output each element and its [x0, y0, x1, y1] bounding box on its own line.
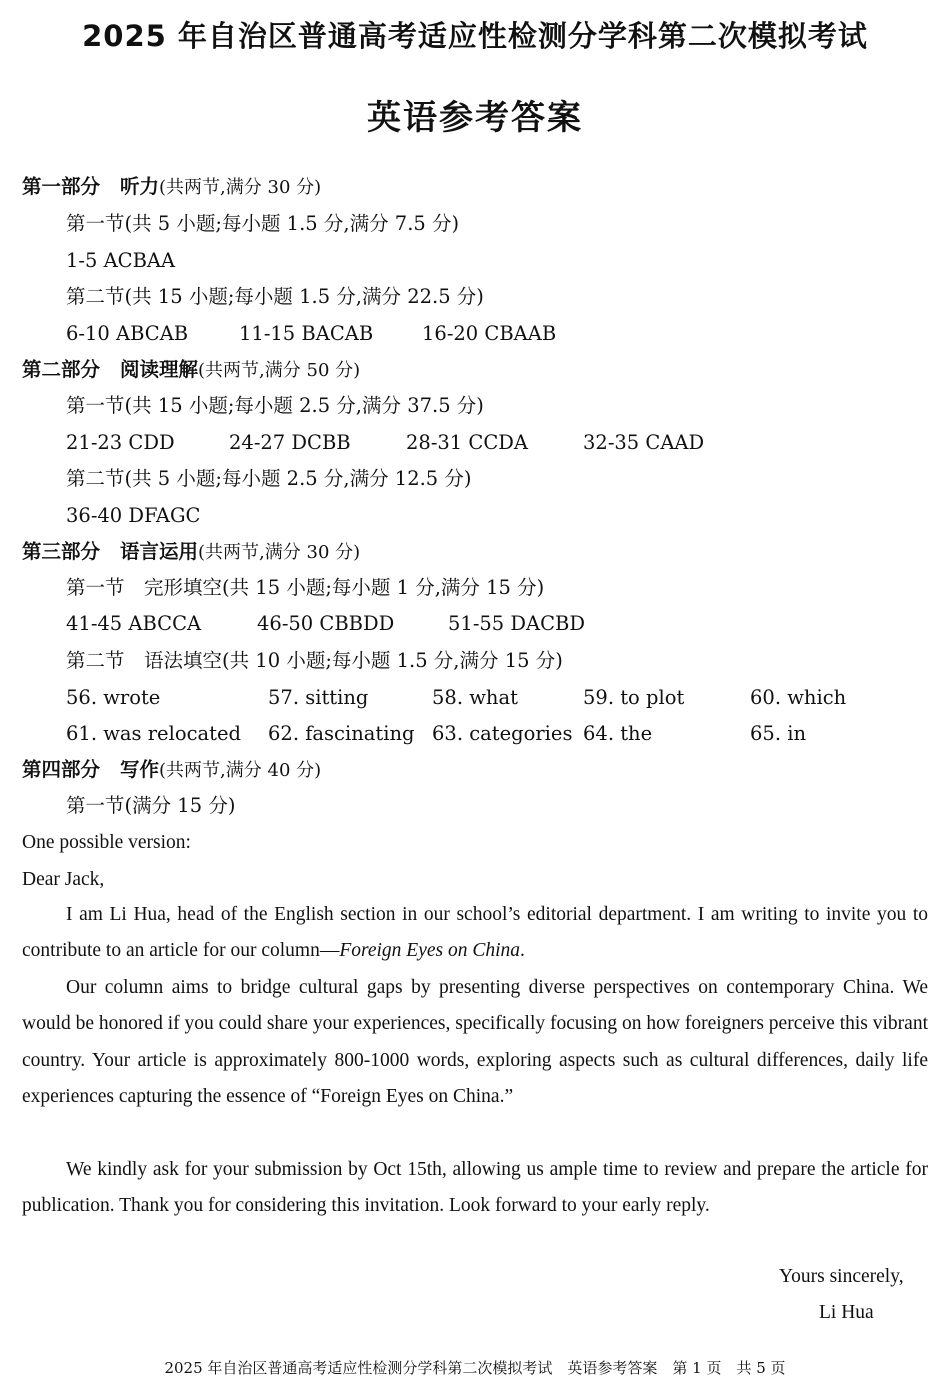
grammar-answer: 64. the [583, 722, 653, 745]
part2-label: 第二部分 [22, 358, 101, 381]
essay-paragraph-2: Our column aims to bridge cultural gaps by presenting diverse perspectives on contemporary China. We would be honored if you could share your experiences, specifically focusing on how foreigners perceive this vibrant country. Your article is approximately 800-1000 words, exploring aspects such as cultural differences, daily life experiences capturing the essence of “Foreign Eyes on China.” [22, 977, 928, 1108]
part1-name: 听力 [120, 175, 160, 198]
document-title: 2025 年自治区普通高考适应性检测分学科第二次模拟考试 [82, 19, 868, 53]
answer-group: 41-45 ABCCA [66, 612, 202, 635]
part4-note: (共两节,满分 40 分) [159, 760, 322, 781]
part4-label: 第四部分 [22, 758, 101, 781]
answer-group: 32-35 CAAD [583, 431, 705, 454]
grammar-answer: 58. what [432, 686, 518, 709]
answer-group: 11-15 BACAB [239, 322, 374, 345]
grammar-answer: 63. categories [432, 722, 573, 745]
answer-group: 28-31 CCDA [406, 431, 528, 454]
grammar-answer: 65. in [750, 722, 807, 745]
essay-paragraph-3: We kindly ask for your submission by Oct 15th, allowing us ample time to review and prepare the article for publication. Thank you for considering this invitation. Look forward to your early reply. [22, 1159, 928, 1217]
answer-group: 36-40 DFAGC [66, 504, 201, 527]
answer-group: 24-27 DCBB [229, 431, 351, 454]
essay-greeting: Dear Jack, [22, 869, 105, 890]
part3-label: 第三部分 [22, 540, 101, 563]
grammar-answer: 60. which [750, 686, 847, 709]
essay-signature: Li Hua [819, 1302, 874, 1323]
essay-closing: Yours sincerely, [779, 1266, 904, 1287]
document-subtitle: 英语参考答案 [367, 98, 583, 138]
column-name: Foreign Eyes on China [339, 940, 521, 962]
part3-sec2-title: 第二节 语法填空(共 10 小题;每小题 1.5 分,满分 15 分) [66, 649, 563, 672]
essay-p1-text: I am Li Hua, head of the English section in our school’s editorial department. I am writing to invite you to contribute to an article for our column— [22, 904, 928, 962]
essay-intro: One possible version: [22, 832, 191, 853]
part2-heading [22, 356, 360, 385]
page-footer: 2025 年自治区普通高考适应性检测分学科第二次模拟考试 英语参考答案 第 1 页 共 5 页 [164, 1359, 786, 1377]
answer-group: 21-23 CDD [66, 431, 175, 454]
answer-group: 51-55 DACBD [448, 612, 586, 635]
part1-sec2-title: 第二节(共 15 小题;每小题 1.5 分,满分 22.5 分) [66, 285, 484, 308]
part4-heading [22, 756, 321, 785]
part4-name: 写作 [120, 758, 160, 781]
part2-sec1-title: 第一节(共 15 小题;每小题 2.5 分,满分 37.5 分) [66, 394, 484, 417]
part3-sec1-title: 第一节 完形填空(共 15 小题;每小题 1 分,满分 15 分) [66, 576, 545, 599]
part3-heading [22, 538, 360, 567]
essay-p1-end: . [520, 940, 525, 962]
part2-sec2-title: 第二节(共 5 小题;每小题 2.5 分,满分 12.5 分) [66, 467, 472, 490]
grammar-answer: 61. was relocated [66, 722, 241, 745]
part2-name: 阅读理解 [120, 358, 199, 381]
grammar-answer: 59. to plot [583, 686, 685, 709]
part3-note: (共两节,满分 30 分) [198, 542, 361, 563]
part2-note: (共两节,满分 50 分) [198, 360, 361, 381]
part1-sec1-title: 第一节(共 5 小题;每小题 1.5 分,满分 7.5 分) [66, 212, 460, 235]
grammar-answer: 62. fascinating [268, 722, 415, 745]
grammar-answer: 56. wrote [66, 686, 161, 709]
essay-paragraph-1 [22, 897, 928, 970]
grammar-answer: 57. sitting [268, 686, 369, 709]
answer-group: 46-50 CBBDD [257, 612, 395, 635]
part1-note: (共两节,满分 30 分) [159, 177, 322, 198]
part1-label: 第一部分 [22, 175, 101, 198]
answer-group: 1-5 ACBAA [66, 249, 176, 272]
part4-sec1-title: 第一节(满分 15 分) [66, 794, 236, 817]
part3-name: 语言运用 [120, 540, 199, 563]
part1-heading [22, 173, 321, 202]
answer-group: 16-20 CBAAB [422, 322, 557, 345]
answer-group: 6-10 ABCAB [66, 322, 189, 345]
